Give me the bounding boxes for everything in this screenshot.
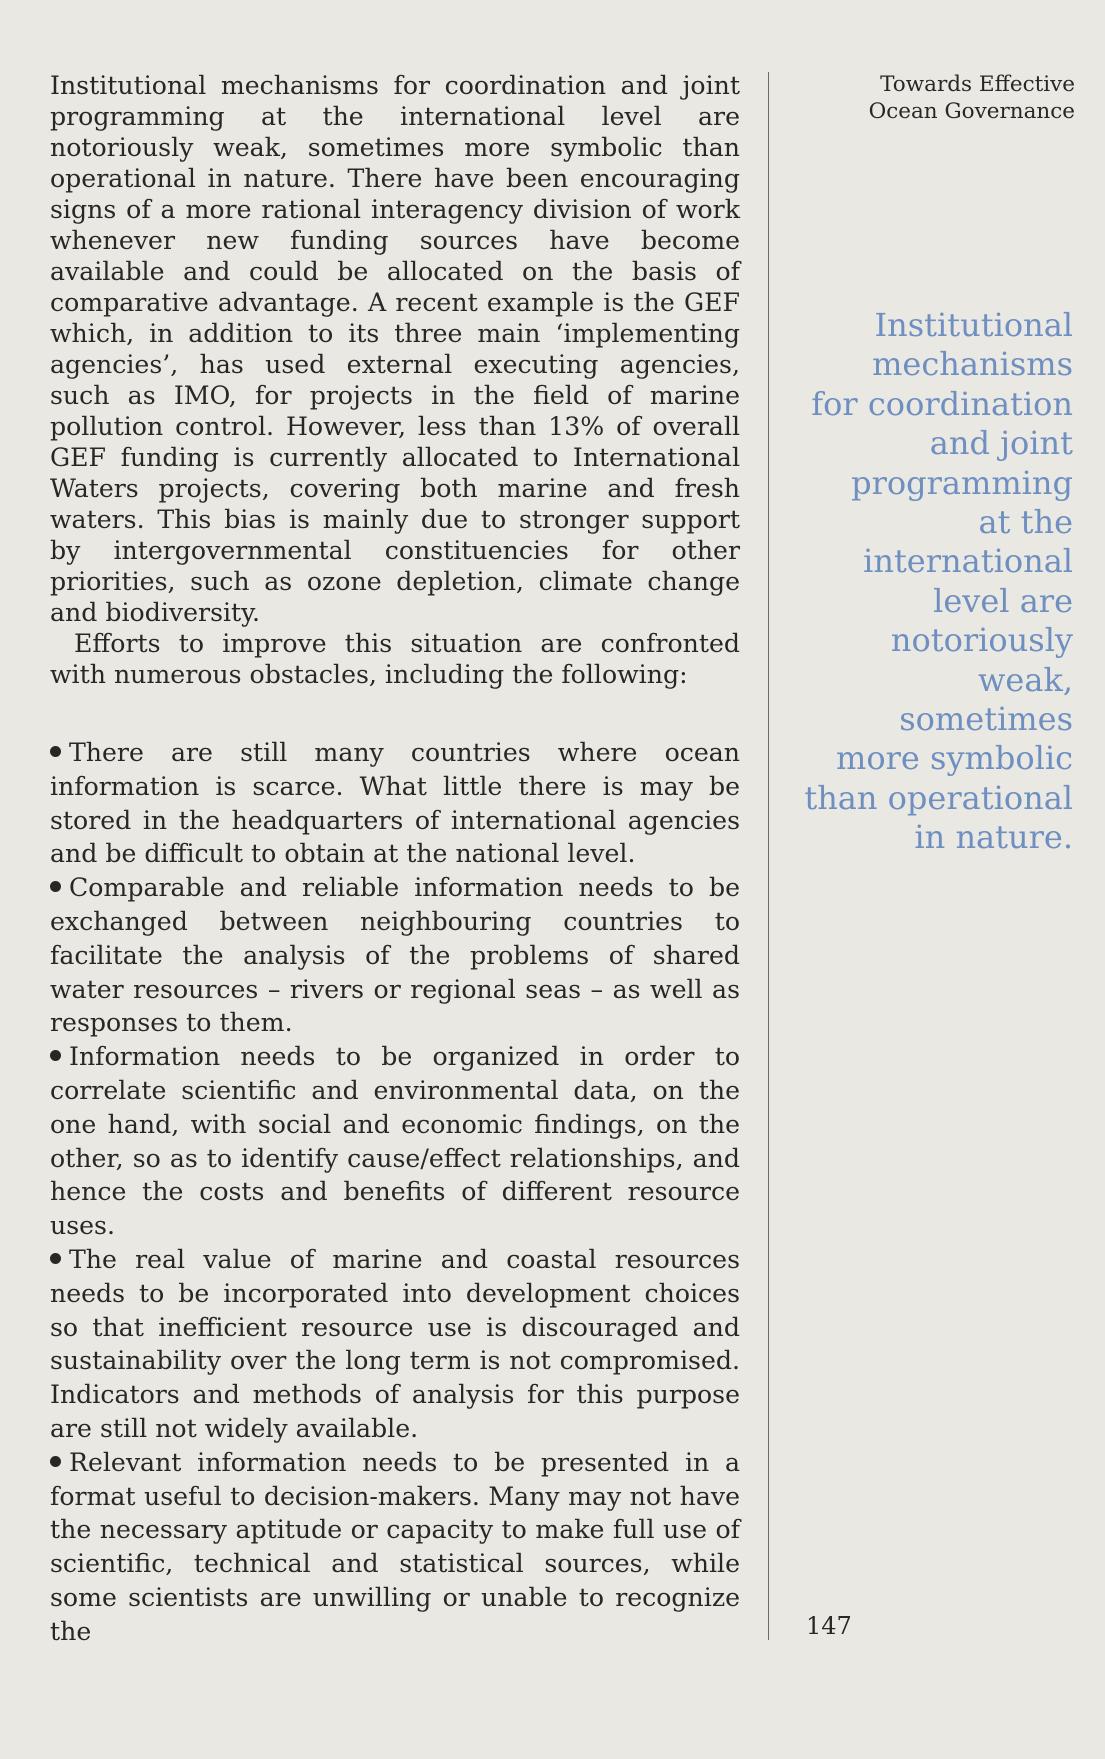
pull-quote-line: notoriously (890, 621, 1073, 660)
list-item-text: There are still many countries where ocean information is scarce. What little there is may be stored in the headquarters of international agencies and be difficult to obtain at the national level. (50, 738, 740, 869)
bullet-icon (50, 1050, 61, 1061)
pull-quote-line: mechanisms (872, 345, 1073, 384)
list-item (50, 1243, 740, 1446)
bullet-icon (50, 746, 61, 757)
pull-quote (773, 306, 1073, 858)
body-paragraph-2: Efforts to improve this situation are confronted with numerous obstacles, including the following: (50, 629, 740, 689)
list-item-text: The real value of marine and coastal resources needs to be incorporated into development choices so that inefficient resource use is discouraged and sustainability over the long term is not compromised. Indicators and methods of analysis for this purpose are still not widely available. (50, 1244, 740, 1443)
pull-quote-line: weak, (978, 660, 1073, 699)
list-item-text: Relevant information needs to be presented in a format useful to decision-makers. Many may not have the necessary aptitude or capacity to make full use of scientific, technical and statistical sources, while some scientists are unwilling or unable to recognize the (50, 1447, 740, 1646)
body-paragraph-1: Institutional mechanisms for coordination and joint programming at the international level are notoriously weak, sometimes more symbolic than operational in nature. There have been encouraging signs of a more rational interagency division of work whenever new funding sources have become available and could be allocated on the basis of comparative advantage. A recent example is the GEF which, in addition to its three main ‘implementing agencies’, has used external executing agencies, such as IMO, for projects in the field of marine pollution control. However, less than 13% of overall GEF funding is currently allocated to International Waters projects, covering both marine and fresh waters. This bias is mainly due to stronger support by intergovernmental constituencies for other priorities, such as ozone depletion, climate change and biodiversity. (50, 71, 740, 627)
list-item (50, 1040, 740, 1243)
pull-quote-line: more symbolic (836, 739, 1073, 778)
bullet-icon (50, 881, 61, 892)
pull-quote-line: level are (933, 581, 1073, 620)
list-item (50, 736, 740, 871)
pull-quote-line: than operational (804, 778, 1073, 817)
column-divider (768, 72, 769, 1640)
list-item (50, 1446, 740, 1649)
pull-quote-line: Institutional (874, 306, 1073, 344)
pull-quote-line: international (863, 542, 1073, 581)
list-item-text: Information needs to be organized in order to correlate scientific and environmental data, on the one hand, with social and economic findings, on the other, so as to identify cause/effect relationships, and hence the costs and benefits of different resource uses. (50, 1042, 740, 1241)
obstacle-list (50, 736, 740, 1649)
running-header-line-1: Towards Effective (880, 72, 1075, 97)
running-header-line-2: Ocean Governance (868, 99, 1075, 124)
pull-quote-line: sometimes (899, 700, 1073, 739)
list-item (50, 871, 740, 1040)
pull-quote-line: for coordination (811, 384, 1073, 423)
bullet-icon (50, 1456, 61, 1467)
pull-quote-line: and joint (929, 424, 1073, 463)
running-header (869, 71, 1075, 125)
pull-quote-line: in nature. (914, 818, 1073, 857)
page-number: 147 (806, 1612, 852, 1640)
bullet-icon (50, 1253, 61, 1264)
pull-quote-line: at the (978, 503, 1073, 542)
pull-quote-line: programming (851, 463, 1073, 502)
list-item-text: Comparable and reliable information needs to be exchanged between neighbouring countries to facilitate the analysis of the problems of shared water resources – rivers or regional seas – as well as responses to them. (50, 873, 740, 1038)
main-text-column (50, 70, 740, 1649)
